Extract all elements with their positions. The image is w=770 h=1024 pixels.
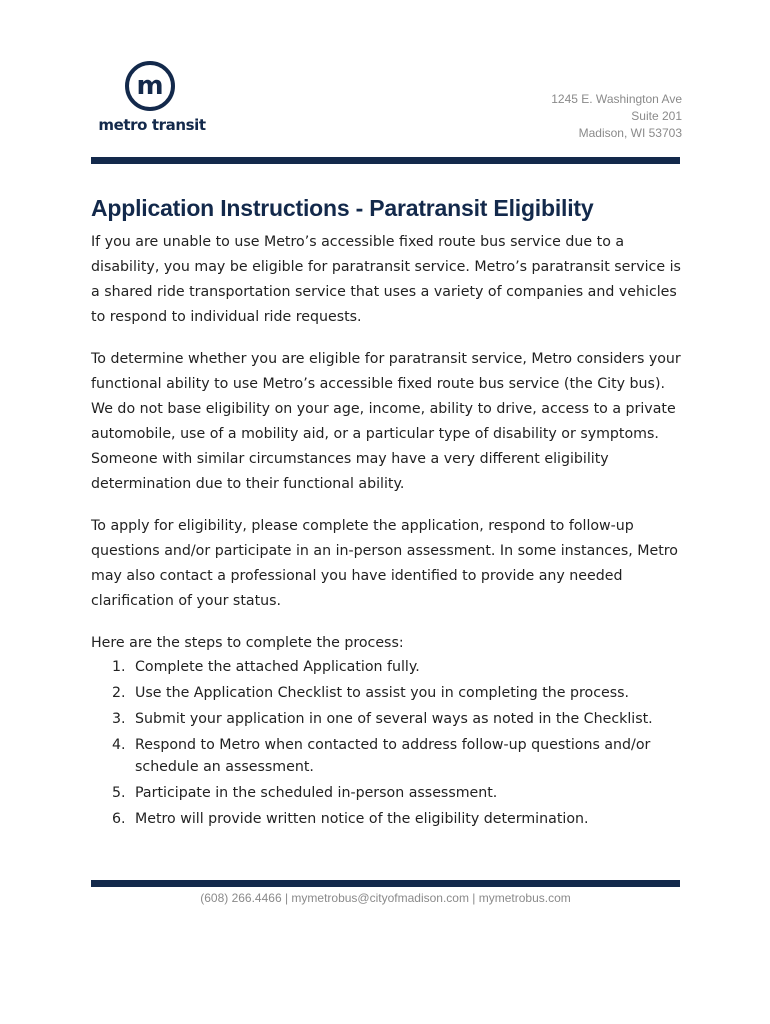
address-line-2: Suite 201 [631,109,682,123]
step-text: Complete the attached Application fully. [135,659,420,675]
step-text: Respond to Metro when contacted to address follow-up questions and/or schedule an assessment. [135,737,651,775]
steps-intro: Here are the steps to complete the process: [91,635,404,651]
mailing-address [551,91,682,142]
address-line-3: Madison, WI 53703 [578,126,682,140]
step-text: Participate in the scheduled in-person assessment. [135,785,498,801]
step-number: 1. [112,659,126,675]
contact-footer: (608) 266.4466 | mymetrobus@cityofmadison.com | mymetrobus.com [200,891,571,905]
footer-divider [91,880,680,887]
metro-logo-icon [124,60,176,112]
step-item [91,656,681,678]
step-number: 6. [112,811,126,827]
step-number: 5. [112,785,126,801]
page-title: Application Instructions - Paratransit Eligibility [91,195,594,222]
step-text: Use the Application Checklist to assist you in completing the process. [135,685,630,701]
step-number: 2. [112,685,126,701]
apply-paragraph: To apply for eligibility, please complete the application, respond to follow-up questions and/or participate in an in-person assessment. In some instances, Metro may also contact a professional you have identified to provide any needed clarification of your status. [91,518,678,609]
eligibility-paragraph: To determine whether you are eligible for paratransit service, Metro considers your functional ability to use Metro’s accessible fixed route bus service (the City bus). We do not base eligibility on your age, income, ability to drive, access to a private automobile, use of a mobility aid, or a particular type of disability or symptoms. Someone with similar circumstances may have a very different eligibility determination due to their functional ability. [91,351,681,492]
document-body [91,230,681,834]
step-item [91,708,681,730]
address-line-1: 1245 E. Washington Ave [551,92,682,106]
step-number: 3. [112,711,126,727]
step-text: Submit your application in one of several ways as noted in the Checklist. [135,711,653,727]
metro-transit-logo [96,58,208,138]
intro-paragraph: If you are unable to use Metro’s accessible fixed route bus service due to a disability, you may be eligible for paratransit service. Metro’s paratransit service is a shared ride transportation service that uses a variety of companies and vehicles to respond to individual ride requests. [91,234,681,325]
step-number: 4. [112,737,126,753]
step-item [91,782,681,804]
header-divider [91,157,680,164]
step-item [91,734,681,778]
logo-letter: m [136,71,164,101]
steps-list [91,656,681,830]
logo-wordmark: metro transit [98,116,206,134]
step-item [91,808,681,830]
step-text: Metro will provide written notice of the eligibility determination. [135,811,589,827]
step-item [91,682,681,704]
